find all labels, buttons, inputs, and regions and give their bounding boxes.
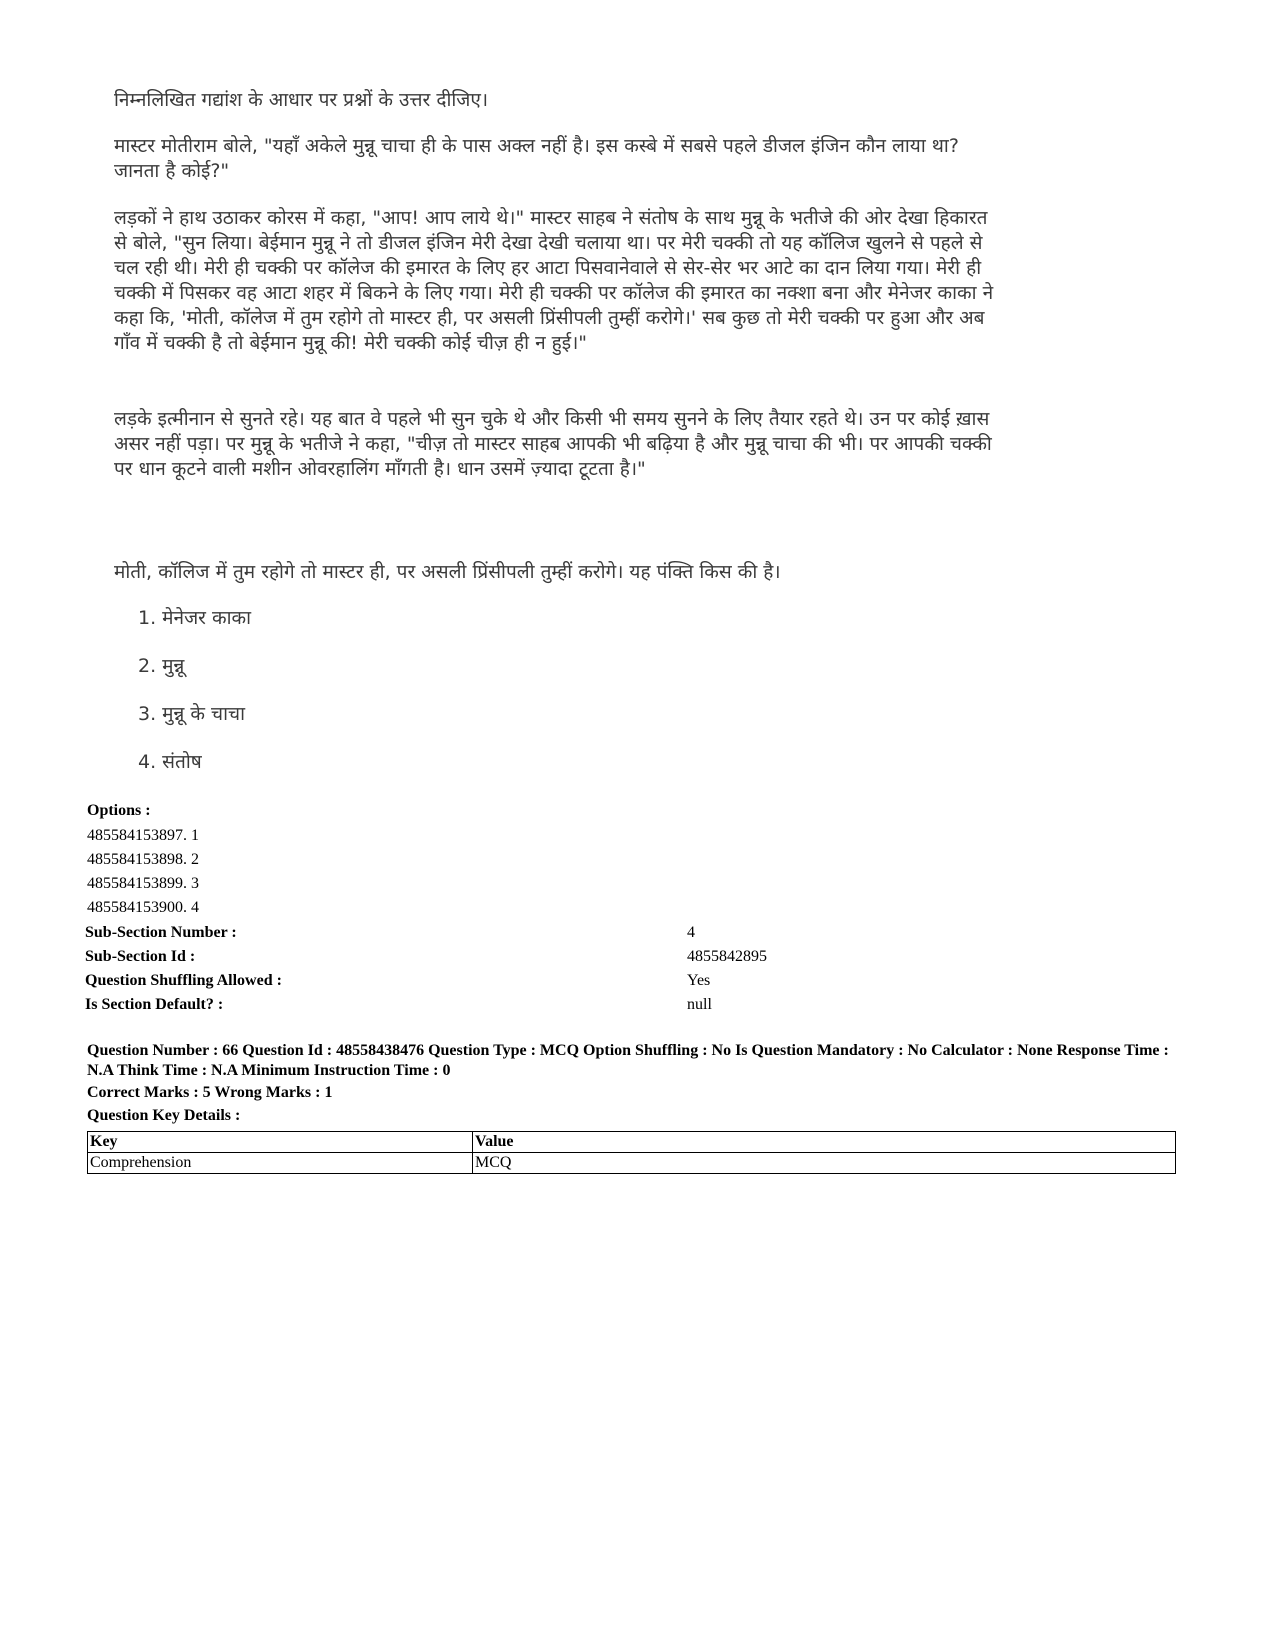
options-heading: Options : — [87, 802, 151, 819]
marks-info: Correct Marks : 5 Wrong Marks : 1 — [87, 1084, 333, 1101]
meta-value: 4 — [687, 924, 695, 941]
key-details-table — [87, 1131, 1176, 1174]
meta-key: Question Shuffling Allowed : — [85, 972, 282, 989]
table-header-cell: Value — [473, 1132, 1176, 1153]
passage-intro: निम्नलिखित गद्यांश के आधार पर प्रश्नों के उत्तर दीजिए। — [114, 89, 489, 111]
passage-paragraph-3: लड़के इत्मीनान से सुनते रहे। यह बात वे पहले भी सुन चुके थे और किसी भी समय सुनने के लिए तैयार रहते थे। उन पर कोई ख़ास असर नहीं पड़ा। पर मुन्नू के भतीजे ने कहा, "चीज़ तो मास्टर साहब आपकी भी बढ़िया है और मुन्नू चाचा की भी। पर आपकी चक्की पर धान कूटने वाली मशीन ओवरहालिंग माँगती है। धान उसमें ज़्यादा टूटता है।" — [114, 408, 992, 480]
table-row — [88, 1153, 1176, 1174]
meta-row — [85, 970, 1185, 994]
passage-paragraph-1: मास्टर मोतीराम बोले, "यहाँ अकेले मुन्नू चाचा ही के पास अक्ल नहीं है। इस कस्बे में सबसे पहले डीजल इंजिन कौन लाया था? जानता है कोई?" — [114, 135, 959, 182]
question-info: Question Number : 66 Question Id : 48558438476 Question Type : MCQ Option Shuffling : No Is Question Mandatory : No Calculator : None Response Time : N.A Think Time : N.A Minimum Instruction Time : 0 — [87, 1042, 1169, 1079]
question-text: मोती, कॉलिज में तुम रहोगे तो मास्टर ही, पर असली प्रिंसीपली तुम्हीं करोगे। यह पंक्ति किस की है। — [114, 561, 781, 583]
meta-row — [85, 922, 1185, 946]
meta-value: Yes — [687, 972, 711, 989]
choice-item: 3. मुन्नू के चाचा — [138, 703, 246, 725]
meta-key: Is Section Default? : — [85, 996, 224, 1013]
passage-paragraph-2: लड़कों ने हाथ उठाकर कोरस में कहा, "आप! आप लाये थे।" मास्टर साहब ने संतोष के साथ मुन्नू के भतीजे की ओर देखा हिकारत से बोले, "सुन लिया। बेईमान मुन्नू ने तो डीजल इंजिन मेरी देखा देखी चलाया था। पर मेरी चक्की तो यह कॉलिज खुलने से पहले से चल रही थी। मेरी ही चक्की पर कॉलेज की इमारत के लिए हर आटा पिसवानेवाले से सेर-सेर भर आटे का दान लिया गया। मेरी ही चक्की में पिसकर वह आटा शहर में बिकने के लिए गया। मेरी ही चक्की पर कॉलेज की इमारत का नक्शा बना और मेनेजर काका ने कहा कि, 'मोती, कॉलेज में तुम रहोगे तो मास्टर ही, पर असली प्रिंसीपली तुम्हीं करोगे।' सब कुछ तो मेरी चक्की पर हुआ और अब गाँव में चक्की है तो बेईमान मुन्नू की! मेरी चक्की कोई चीज़ ही न हुई।" — [114, 207, 994, 354]
option-item: 485584153898. 2 — [87, 851, 199, 868]
choice-item: 2. मुन्नू — [138, 655, 185, 677]
meta-value: null — [687, 996, 712, 1013]
option-item: 485584153900. 4 — [87, 899, 199, 916]
meta-key: Sub-Section Number : — [85, 924, 237, 941]
options-list — [87, 825, 199, 921]
answer-choices — [138, 606, 251, 798]
option-item: 485584153899. 3 — [87, 875, 199, 892]
meta-value: 4855842895 — [687, 948, 767, 965]
table-header-cell: Key — [88, 1132, 473, 1153]
table-cell: Comprehension — [88, 1153, 473, 1174]
option-item: 485584153897. 1 — [87, 827, 199, 844]
section-meta — [85, 922, 1185, 1018]
choice-item: 4. संतोष — [138, 751, 202, 773]
key-details-heading: Question Key Details : — [87, 1107, 241, 1124]
meta-row — [85, 994, 1185, 1018]
table-header-row — [88, 1132, 1176, 1153]
meta-row — [85, 946, 1185, 970]
choice-item: 1. मेनेजर काका — [138, 607, 252, 629]
meta-key: Sub-Section Id : — [85, 948, 196, 965]
table-cell: MCQ — [473, 1153, 1176, 1174]
